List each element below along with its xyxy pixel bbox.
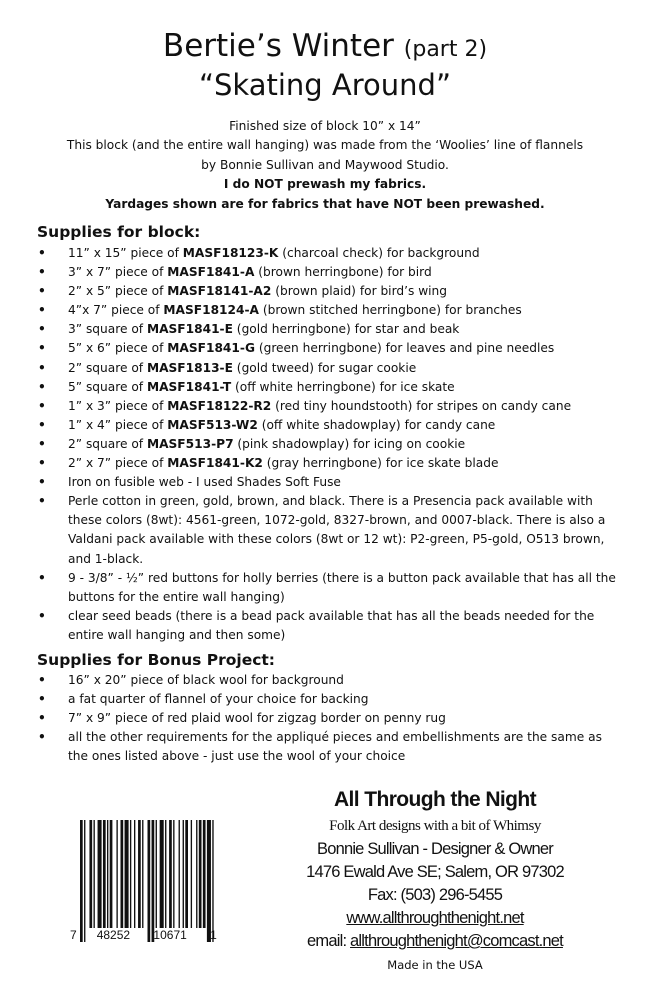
bonus-supply-item: • a fat quarter of flannel of your choice for backing: [0, 690, 620, 709]
supply-text: 1” x 3” piece of: [68, 398, 168, 413]
title-text: Bertie’s Winter: [162, 28, 394, 64]
barcode-bar: [116, 820, 117, 928]
barcode-bar: [110, 820, 113, 928]
supply-use: (green herringbone) for leaves and pine needles: [254, 341, 555, 356]
barcode-bar: [103, 820, 106, 928]
supply-text: 4”x 7” piece of: [68, 303, 164, 318]
barcode-bar: [207, 820, 211, 942]
supply-text: 1” x 4” piece of: [68, 417, 168, 432]
barcode-bar: [148, 820, 151, 942]
barcode-bar: [165, 820, 166, 928]
barcode-bar: [183, 820, 184, 928]
barcode-bar: [169, 820, 172, 928]
company-website-link[interactable]: www.allthroughthenight.net: [346, 909, 524, 927]
finished-size: Finished size of block 10” x 14”: [229, 119, 421, 133]
barcode-bar: [173, 820, 174, 928]
supply-use: (gray herringbone) for ice skate blade: [262, 456, 499, 471]
barcode-bar: [191, 820, 192, 928]
fabric-code: MASF18124-A: [163, 303, 259, 318]
block-supplies-list: [0, 244, 620, 645]
supply-item: [0, 569, 620, 607]
supply-text: 3” x 7” piece of: [68, 265, 168, 280]
supply-text: 5” x 6” piece of: [68, 341, 168, 356]
supply-item: [0, 339, 620, 358]
email-label: email:: [307, 932, 351, 950]
fabric-code: MASF1813-E: [146, 360, 233, 375]
supply-use: (red tiny houndstooth) for stripes on candy cane: [271, 398, 572, 413]
fabric-code: MASF513-P7: [146, 436, 234, 451]
supply-text: 2” square of: [68, 360, 147, 375]
block-supplies-heading: Supplies for block:: [37, 223, 201, 241]
barcode-bar: [130, 820, 131, 928]
supply-text: 2” x 5” piece of: [68, 284, 168, 299]
title-part: (part 2): [403, 37, 488, 62]
barcode-bar: [107, 820, 108, 928]
fabric-code: MASF513-W2: [167, 417, 258, 432]
bonus-supply-item: • 7” x 9” piece of red plaid wool for zigzag border on penny rug: [0, 709, 620, 728]
barcode-bar: [125, 820, 129, 928]
fabric-code: MASF18123-K: [182, 246, 279, 260]
supply-text: clear seed beads (there is a bead pack available that has all the beads needed for the entire wall hanging and then some): [68, 608, 595, 642]
barcode-group-1: 48252: [96, 928, 131, 942]
fabric-code: MASF1841-E: [146, 322, 233, 337]
barcode-bar: [142, 820, 143, 928]
barcode-bar: [80, 820, 83, 942]
company-email-link[interactable]: allthroughthenight@comcast.net: [350, 932, 563, 950]
supply-item: [0, 301, 620, 320]
barcode-bar: [196, 820, 197, 928]
supply-item: [0, 473, 620, 492]
barcode-bar: [203, 820, 206, 928]
yardage-note: Yardages shown are for fabrics that have NOT been prewashed.: [105, 196, 545, 211]
supply-text: Iron on fusible web - I used Shades Soft Fuse: [68, 475, 341, 490]
intro-line-1: This block (and the entire wall hanging) was made from the ‘Woolies’ line of flannels: [66, 138, 584, 153]
bonus-supplies-heading: Supplies for Bonus Project:: [37, 651, 276, 669]
barcode-check: 1: [210, 928, 217, 942]
fabric-code: MASF18141-A2: [167, 284, 272, 299]
supply-text: 11” x 15” piece of: [68, 246, 183, 260]
barcode-bar: [212, 820, 213, 942]
supply-text: 9 - 3/8” - ½” red buttons for holly berries (there is a button pack available that has all the buttons for the entire wall hanging): [68, 570, 616, 604]
barcode-bar: [89, 820, 92, 928]
supply-use: (off white herringbone) for ice skate: [231, 379, 455, 394]
company-fax: Fax: (503) 296-5455: [367, 886, 503, 904]
made-in-usa: Made in the USA: [387, 958, 483, 972]
supply-text: 3” square of: [68, 322, 147, 337]
company-email: [290, 932, 580, 951]
supply-item: [0, 244, 620, 263]
barcode-lead: 7: [70, 928, 77, 942]
barcode-bar: [185, 820, 188, 928]
supply-use: (off white shadowplay) for candy cane: [257, 417, 496, 432]
supply-use: (gold herringbone) for star and beak: [232, 322, 460, 337]
prewash-note: I do NOT prewash my fabrics.: [223, 177, 427, 192]
barcode-group-2: 10671: [153, 928, 187, 942]
supply-item: [0, 320, 620, 339]
barcode-bar: [138, 820, 141, 928]
bonus-supplies-list: [0, 671, 620, 766]
barcode-bar: [94, 820, 95, 928]
barcode-bar: [156, 820, 157, 928]
barcode-bar: [160, 820, 164, 928]
company-owner: Bonnie Sullivan - Designer & Owner: [316, 840, 553, 858]
fabric-code: MASF1841-G: [167, 341, 255, 356]
supply-use: (brown stitched herringbone) for branches: [258, 303, 522, 318]
supply-text: 2” square of: [68, 436, 147, 451]
supply-text: 2” x 7” piece of: [68, 456, 168, 471]
supply-item: [0, 607, 620, 645]
pattern-title: [0, 28, 650, 68]
barcode-bar: [199, 820, 202, 928]
barcode-bar: [179, 820, 180, 928]
intro-line-2: by Bonnie Sullivan and Maywood Studio.: [201, 157, 449, 172]
intro-block: [0, 117, 650, 214]
pattern-subtitle: “Skating Around”: [199, 68, 451, 102]
supply-item: [0, 282, 620, 301]
supply-item: [0, 359, 620, 378]
bonus-supply-item: • 16” x 20” piece of black wool for background: [0, 671, 620, 690]
barcode-bar: [84, 820, 85, 942]
supply-use: (pink shadowplay) for icing on cookie: [233, 436, 466, 451]
barcode-bar: [134, 820, 135, 928]
barcode-numbers: [70, 928, 270, 942]
supply-item: [0, 416, 620, 435]
bonus-supply-item: • all the other requirements for the appliqué pieces and embellishments are the same as the ones listed above - just use the wool of your choice: [0, 728, 620, 766]
barcode-bar: [98, 820, 102, 928]
supply-item: [0, 378, 620, 397]
company-tagline: Folk Art designs with a bit of Whimsy: [329, 818, 541, 834]
supply-text: 5” square of: [68, 379, 147, 394]
fabric-code: MASF1841-A: [167, 265, 255, 280]
company-name: All Through the Night: [333, 788, 537, 811]
supply-use: (brown plaid) for bird’s wing: [271, 284, 448, 299]
supply-text: Perle cotton in green, gold, brown, and black. There is a Presencia pack available with these colors (8wt): 4561-green, 1072-gold, 8327-brown, and 0007-black. There is also a Valdani pack available with these colors (8wt or 12 wt): P2-green, P5-gold, O513 brown, and 1-black.: [68, 494, 606, 566]
fabric-code: MASF18122-R2: [167, 398, 272, 413]
supply-item: [0, 397, 620, 416]
fabric-code: MASF1841-T: [146, 379, 232, 394]
supply-use: (charcoal check) for background: [278, 246, 480, 260]
supply-item: [0, 435, 620, 454]
supply-item: [0, 492, 620, 568]
upc-barcode: [72, 818, 262, 946]
supply-use: (gold tweed) for sugar cookie: [232, 360, 417, 375]
supply-item: [0, 454, 620, 473]
barcode-bar: [121, 820, 124, 928]
company-address: 1476 Ewald Ave SE; Salem, OR 97302: [306, 863, 564, 881]
supply-item: [0, 263, 620, 282]
fabric-code: MASF1841-K2: [167, 456, 263, 471]
supply-use: (brown herringbone) for bird: [254, 265, 432, 280]
barcode-bar: [152, 820, 155, 942]
